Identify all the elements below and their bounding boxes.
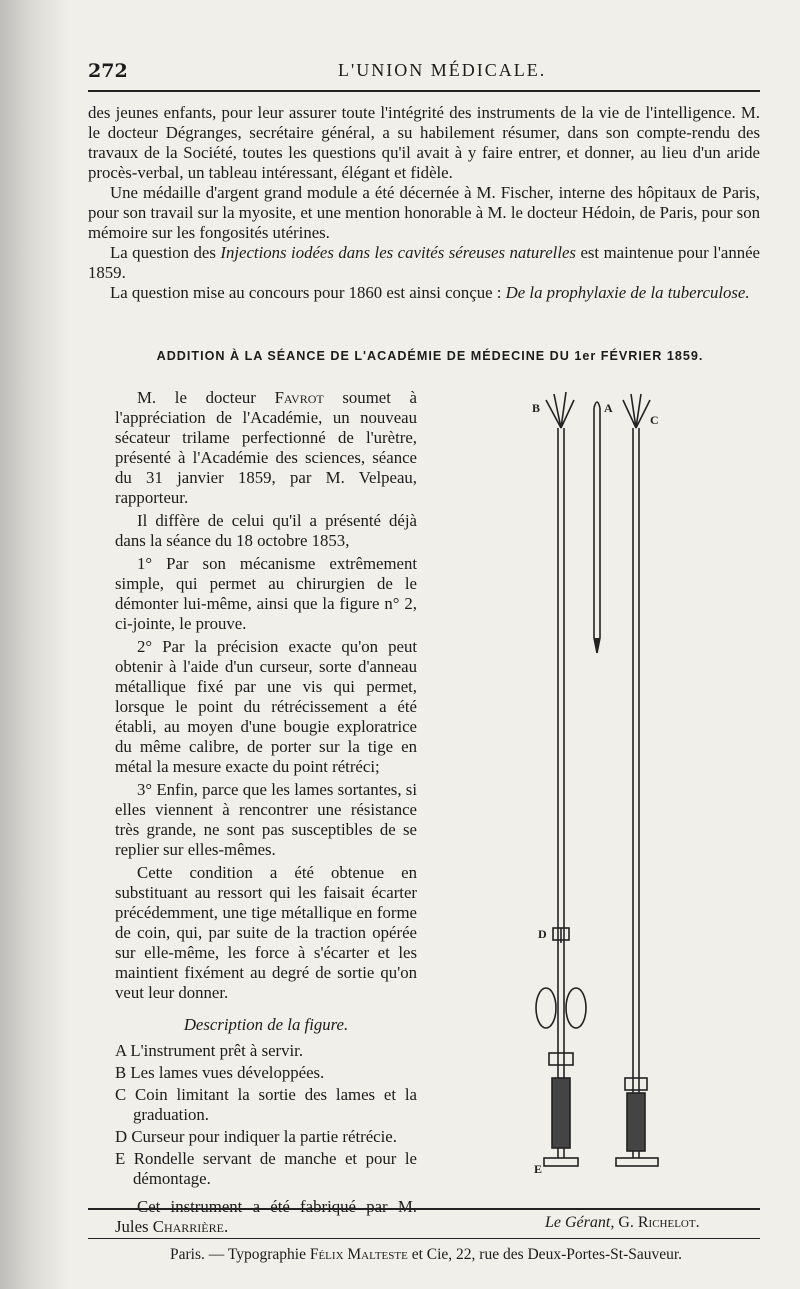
page-number: 272 (88, 60, 128, 82)
maker-name: Charrière. (152, 1217, 229, 1236)
figure-label-d: D (538, 927, 547, 941)
question-1-prefix: La question des (110, 243, 221, 262)
legend-item-c: C Coin limitant la sortie des lames et la graduation. (115, 1085, 417, 1124)
legend-item-d: D Curseur pour indiquer la partie rétrécie. (115, 1127, 397, 1146)
intro-rest: soumet à l'appréciation de l'Académie, un nouveau sécateur trilame perfectionné de l'urètre, présenté à l'Académie des sciences, séance du 31 janvier 1859, par M. Velpeau, rapporteur. (115, 388, 417, 507)
journal-title: L'UNION MÉDICALE. (338, 60, 547, 80)
article-closing (115, 1197, 417, 1237)
footer-rule-bottom (88, 1238, 760, 1239)
figure-label-e: E (534, 1162, 543, 1176)
article-point-2: 2° Par la précision exacte qu'on peut obtenir à l'aide d'un curseur, sorte d'anneau métallique fixé par une vis qui permet, lorsque le point du rétrécissement a été établi, au moyen d'une bougie exploratrice du même calibre, de porter sur la tige en métal la mesure exacte du point rétréci; (115, 637, 417, 776)
article-intro (115, 388, 417, 508)
figure-label-c: C (650, 413, 659, 427)
question-2-prefix: La question mise au concours pour 1860 est ainsi conçue : (110, 283, 506, 302)
legend-item-a: A L'instrument prêt à servir. (115, 1041, 304, 1060)
printer-rest: et Cie, 22, rue des Deux-Portes-St-Sauveur. (407, 1246, 683, 1263)
instrument-a (594, 402, 600, 653)
instrument-figure (528, 388, 678, 1208)
legend-item-e: E Rondelle servant de manche et pour le démontage. (115, 1149, 417, 1188)
gerant-prefix: Le Gérant, (545, 1214, 619, 1231)
article-point-3: 3° Enfin, parce que les lames sortantes, si elles viennent à rencontrer une résistance très grande, ne sont pas susceptibles de se replier sur elles-mêmes. (115, 780, 417, 859)
paragraph-medaille: Une médaille d'argent grand module a été décernée à M. Fischer, interne des hôpitaux de Paris, pour son travail sur la myosite, et une mention honorable à M. le docteur Hédoin, de Paris, pour son mémoire sur les fongosités utérines. (88, 183, 760, 242)
instrument-b (536, 392, 586, 1166)
figure-description-title: Description de la figure. (183, 1015, 349, 1034)
closing-prefix: Cet instrument a été fabriqué par M. Jules (115, 1197, 417, 1236)
figure-label-b: B (532, 401, 541, 415)
paragraph-question-1 (88, 243, 760, 283)
article-p6: Cette condition a été obtenue en substituant au ressort qui les faisait écarter précédemment, une tige métallique en forme de coin, qui, par suite de la traction opérée sur elle-même, les force à s'écarter et les maintient fixément au degré de sortie qu'on veut leur donner. (115, 863, 417, 1002)
paragraph-jeunes-enfants: des jeunes enfants, pour leur assurer toute l'intégrité des instruments de la vie de l'intelligence. M. le docteur Dégranges, secrétaire général, a su habilement résumer, dans son compte-rendu des travaux de la Société, toutes les questions qu'il avait à y faire entrer, et donner, au lieu d'un aride procès-verbal, un tableau intéressant, élégant et fidèle. (88, 103, 760, 182)
printer-name: Félix Malteste (309, 1246, 408, 1263)
figure-label-a: A (604, 401, 613, 415)
intro-prefix: M. le docteur (137, 388, 275, 407)
article-p2: Il diffère de celui qu'il a présenté déjà dans la séance du 18 octobre 1853, (115, 511, 417, 550)
gerant-name: G. Richelot. (618, 1214, 700, 1231)
article-column (115, 388, 417, 1240)
secateur-illustration (528, 388, 678, 1208)
figure-legend (115, 1041, 417, 1189)
page-header (88, 58, 760, 84)
top-text-block (88, 103, 760, 303)
question-2-italic: De la prophylaxie de la tuberculose. (505, 283, 750, 302)
question-1-italic: Injections iodées dans les cavités séreuses naturelles (220, 243, 576, 262)
author-name: Favrot (274, 388, 324, 407)
footer-rule-top (88, 1208, 760, 1210)
question-1-suffix: est maintenue pour l'année 1859. (88, 243, 760, 282)
printer-prefix: Paris. — Typographie (170, 1246, 310, 1263)
paragraph-question-2 (88, 283, 760, 303)
gerant-signature (545, 1214, 700, 1232)
header-rule (88, 90, 760, 92)
page-gutter-shadow (0, 0, 70, 1289)
article-point-1: 1° Par son mécanisme extrêmement simple, qui permet au chirurgien de le démonter lui-même, ainsi que la figure n° 2, ci-jointe, le prouve. (115, 554, 417, 633)
legend-item-b: B Les lames vues développées. (115, 1063, 325, 1082)
section-title: ADDITION À LA SÉANCE DE L'ACADÉMIE DE MÉDECINE DU 1er FÉVRIER 1859. (156, 349, 704, 363)
printer-line (170, 1246, 682, 1264)
instrument-c (616, 394, 658, 1166)
